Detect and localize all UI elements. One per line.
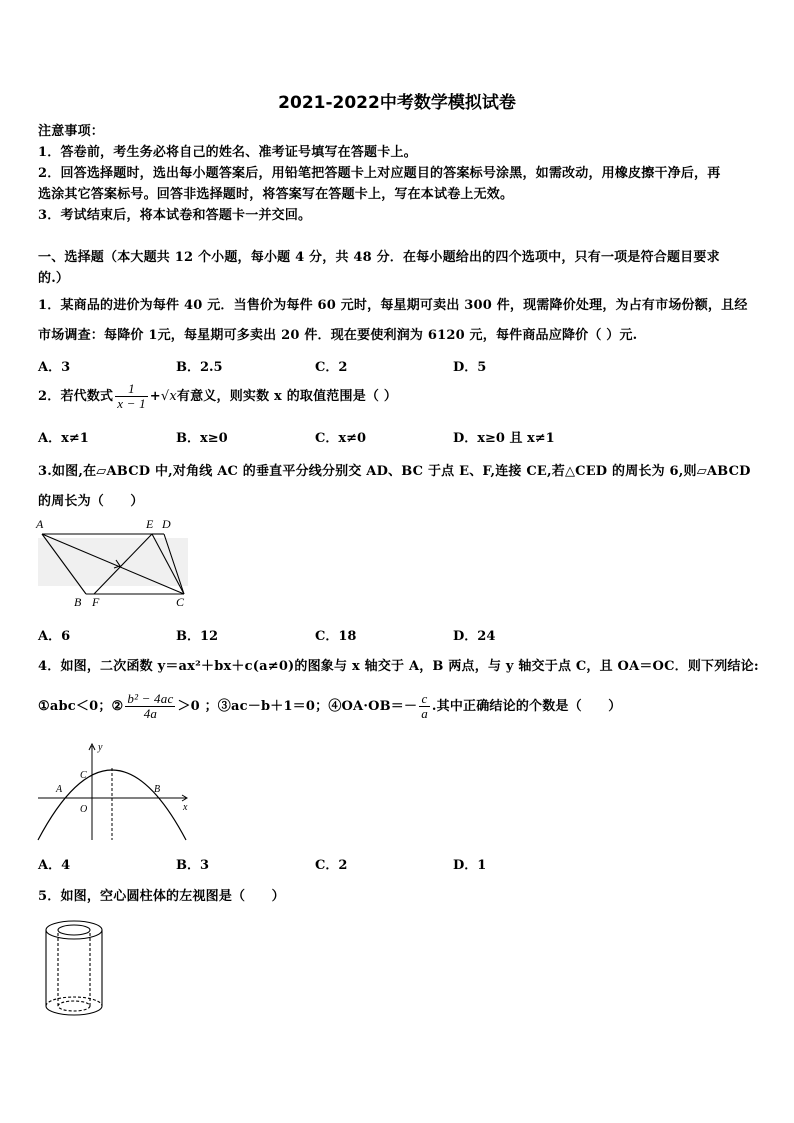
question-2 — [38, 382, 397, 411]
q4-conclusion-2: ＞0 ；③ac－b＋1＝0；④OA·OB＝－ — [177, 699, 418, 714]
q1-option-c: C．2 — [315, 360, 348, 375]
q4-option-b: B．3 — [176, 858, 210, 873]
question-3-line-1: 3.如图,在▱ABCD 中,对角线 AC 的垂直平分线分别交 AD、BC 于点 E、F,连接 CE,若△CED 的周长为 6,则▱ABCD — [38, 464, 751, 479]
section-heading-cont: 的.） — [38, 271, 70, 286]
outer-top-ellipse — [46, 921, 102, 939]
label-x: x — [183, 802, 188, 813]
question-1-line-1: 1．某商品的进价为每件 40 元．当售价为每件 60 元时，每星期可卖出 300 件，现需降价处理，为占有市场份额，且经 — [38, 298, 748, 313]
q2-plus: + — [149, 389, 161, 404]
q2-option-c: C．x≠0 — [315, 431, 367, 446]
q1-option-a: A．3 — [38, 360, 71, 375]
label-c: C — [80, 770, 87, 781]
q3-option-b: B．12 — [176, 629, 219, 644]
label-y: y — [98, 742, 103, 753]
q4-conclusion-1: ①abc＜0；② — [38, 699, 124, 714]
q4-option-a: A．4 — [38, 858, 71, 873]
question-5: 5．如图，空心圆柱体的左视图是（ ） — [38, 889, 285, 904]
q4-fraction-2-numerator: c — [419, 692, 430, 707]
q3-option-a: A．6 — [38, 629, 71, 644]
label-a: A — [36, 517, 44, 531]
q3-option-d: D．24 — [453, 629, 496, 644]
notice-item: 3．考试结束后，将本试卷和答题卡一并交回。 — [38, 208, 312, 223]
notice-item: 1．答卷前，考生务必将自己的姓名、准考证号填写在答题卡上。 — [38, 145, 417, 160]
question-4-line-1: 4．如图，二次函数 y＝ax²＋bx＋c(a≠0)的图象与 x 轴交于 A，B 两点，与 y 轴交于点 C，且 OA＝OC．则下列结论: — [38, 659, 759, 674]
question-4-line-2 — [38, 692, 621, 721]
q3-option-c: C．18 — [315, 629, 357, 644]
notice-item: 2．回答选择题时，选出每小题答案后，用铅笔把答题卡上对应题目的答案标号涂黑，如需改动，用橡皮擦干净后，再 — [38, 166, 721, 181]
q2-fraction-numerator: 1 — [115, 382, 148, 397]
hollow-cylinder-figure — [40, 916, 110, 1020]
q2-prefix: 2．若代数式 — [38, 389, 114, 404]
notice-item: 选涂其它答案标号。回答非选择题时，将答案写在答题卡上，写在本试卷上无效。 — [38, 187, 514, 202]
inner-bottom-hidden-ellipse — [58, 1001, 90, 1011]
label-e: E — [146, 517, 154, 531]
label-f: F — [92, 595, 100, 609]
parallelogram-figure — [34, 514, 194, 610]
notice-heading: 注意事项： — [38, 124, 105, 139]
q4-fraction-2 — [419, 692, 430, 721]
q2-fraction-denominator: x − 1 — [117, 396, 146, 411]
page-title: 2021-2022中考数学模拟试卷 — [278, 93, 516, 113]
q4-option-c: C．2 — [315, 858, 348, 873]
question-1-line-2: 市场调查：每降价 1元，每星期可多卖出 20 件．现在要使利润为 6120 元，每件商品应降价（ ）元. — [38, 328, 638, 343]
label-b: B — [154, 784, 161, 795]
question-3-line-2: 的周长为（ ） — [38, 494, 144, 509]
label-o: O — [80, 804, 88, 815]
q4-fraction-1-numerator: b² − 4ac — [127, 691, 174, 706]
q2-option-b: B．x≥0 — [176, 431, 228, 446]
q2-option-a: A．x≠1 — [38, 431, 89, 446]
figure-shading — [38, 538, 188, 586]
parabola-figure — [34, 740, 194, 844]
q2-sqrt: √x — [160, 389, 177, 404]
q2-suffix: 有意义，则实数 x 的取值范围是（ ） — [176, 389, 398, 404]
q2-option-d: D．x≥0 且 x≠1 — [453, 431, 555, 446]
label-a: A — [56, 784, 63, 795]
q2-fraction — [115, 382, 148, 411]
section-heading: 一、选择题（本大题共 12 个小题，每小题 4 分，共 48 分．在每小题给出的四个选项中，只有一项是符合题目要求 — [38, 250, 720, 265]
q1-option-d: D．5 — [453, 360, 487, 375]
label-b: B — [74, 595, 82, 609]
inner-top-ellipse — [58, 925, 90, 935]
q4-option-d: D．1 — [453, 858, 487, 873]
label-d: D — [162, 517, 171, 531]
q1-option-b: B．2.5 — [176, 360, 223, 375]
q4-fraction-2-denominator: a — [421, 706, 428, 721]
label-c: C — [176, 595, 185, 609]
q4-conclusion-3: .其中正确结论的个数是（ ） — [431, 699, 622, 714]
q4-fraction-1 — [125, 692, 175, 721]
q4-fraction-1-denominator: 4a — [143, 706, 158, 721]
